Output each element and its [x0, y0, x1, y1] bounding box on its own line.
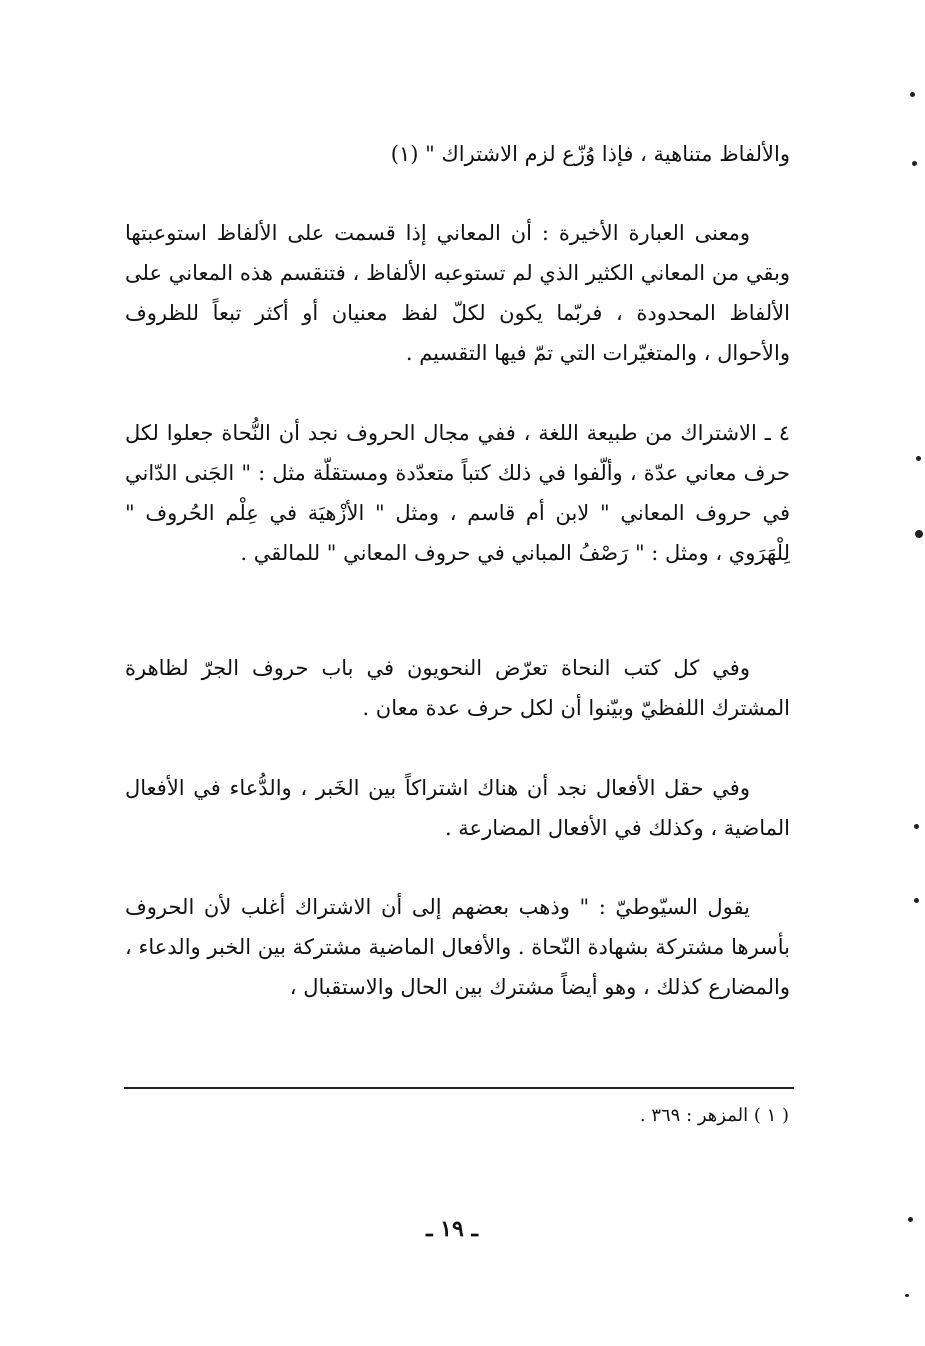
paragraph-5: وفي حقل الأفعال نجد أن هناك اشتراكاً بين الخَبر ، والدُّعاء في الأفعال الماضية ، وكذلك في الأفعال المضارعة .	[125, 776, 790, 840]
scan-speck	[912, 161, 917, 166]
page-number: ـ ١٩ ـ	[426, 1216, 478, 1242]
footnote: ( ١ ) المزهر : ٣٦٩ .	[639, 1105, 789, 1126]
paragraph-2: ومعنى العبارة الأخيرة : أن المعاني إذا قسمت على الألفاظ استوعبتها وبقي من المعاني الكثير الذي لم تستوعبه الألفاظ ، فتنقسم هذه المعاني على الألفاظ المحدودة ، فربّما يكون لكلّ لفظ معنيان أو أكثر تبعاً للظروف والأحوال ، والمتغيّرات التي تمّ فيها التقسيم .	[125, 221, 790, 365]
scan-speck	[915, 530, 923, 538]
scan-speck	[914, 824, 919, 829]
scan-speck	[914, 898, 919, 903]
scan-speck	[910, 92, 915, 97]
scan-speck	[916, 456, 921, 461]
paragraph-4: وفي كل كتب النحاة تعرّض النحويون في باب حروف الجرّ لظاهرة المشترك اللفظيّ وبيّنوا أن لكل حرف عدة معان .	[125, 656, 790, 720]
scan-speck	[905, 1294, 909, 1297]
footnote-divider	[124, 1087, 794, 1089]
scan-speck	[908, 1217, 913, 1222]
paragraph-3: ٤ ـ الاشتراك من طبيعة اللغة ، ففي مجال الحروف نجد أن النُّحاة جعلوا لكل حرف معاني عدّة ، وألّفوا في ذلك كتباً متعدّدة ومستقلّة مثل : " الجَنى الدّاني في حروف المعاني " لابن أم قاسم ، ومثل " الأزْهيَة في عِلْم الحُروف " لِلْهَرَوي ، ومثل : " رَصْفُ المباني في حروف المعاني " للمالقي .	[125, 421, 790, 565]
paragraph-1: والألفاظ متناهية ، فإذا وُزّع لزم الاشتراك " (١)	[390, 142, 790, 166]
paragraph-6: يقول السيّوطيّ : " وذهب بعضهم إلى أن الاشتراك أغلب لأن الحروف بأسرها مشتركة بشهادة النّحاة . والأفعال الماضية مشتركة بين الخبر والدعاء ، والمضارع كذلك ، وهو أيضاً مشترك بين الحال والاستقبال ،	[125, 895, 790, 999]
